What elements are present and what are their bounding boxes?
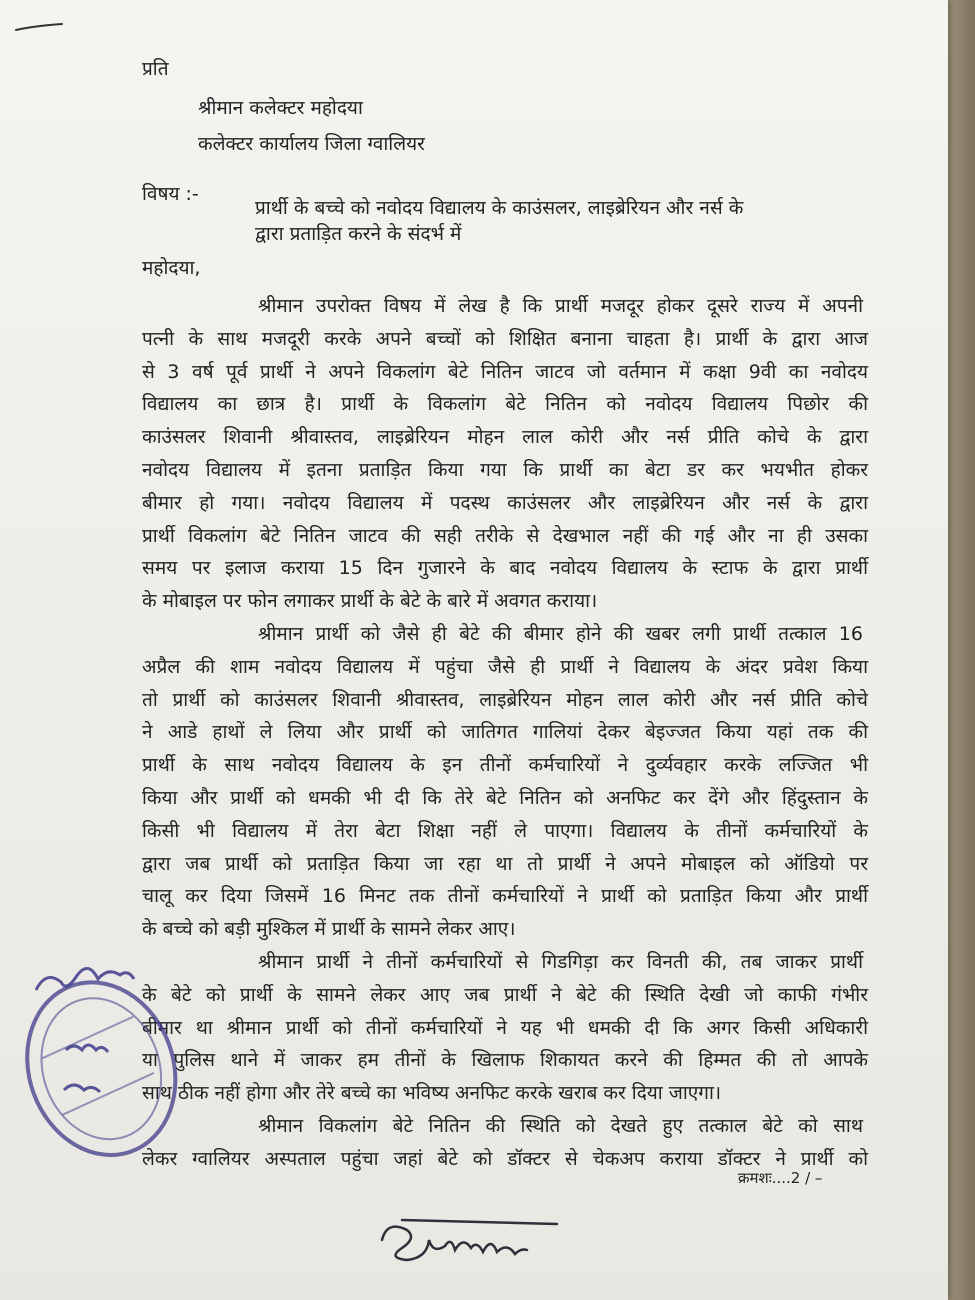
received-stamp: [6, 940, 186, 1180]
body-line: श्रीमान प्रार्थी ने तीनों कर्मचारियों से गिडगिड़ा कर विनती की, तब जाकर प्रार्थी: [258, 951, 863, 973]
body-line: के बेटे को प्रार्थी के सामने लेकर आए जब प्रार्थी ने बेटे की स्थिति देखी जो काफी गंभीर: [142, 983, 868, 1006]
body-line: समय पर इलाज कराया 15 दिन गुजारने के बाद नवोदय विद्यालय के स्टाफ के द्वारा प्रार्थी: [142, 557, 868, 580]
body-line: श्रीमान प्रार्थी को जैसे ही बेटे की बीमार होने की खबर लगी प्रार्थी तत्काल 16: [258, 623, 863, 645]
body-line: नवोदय विद्यालय में इतना प्रताड़ित किया गया कि प्रार्थी का बेटा डर कर भयभीत होकर: [142, 459, 868, 481]
page-continuation: क्रमशः....2 / –: [738, 1169, 823, 1187]
addressee-line-1: श्रीमान कलेक्टर महोदया: [198, 97, 363, 119]
body-line: विद्यालय का छात्र है। प्रार्थी के विकलांग बेटे नितिन को नवोदय विद्यालय पिछोर की: [142, 393, 868, 416]
body-line: किसी भी विद्यालय में तेरा बेटा शिक्षा नहीं ले पाएगा। विद्यालय के तीनों कर्मचारियों के: [142, 819, 868, 842]
body-line: बीमार हो गया। नवोदय विद्यालय में पदस्थ काउंसलर और लाइब्रेरियन और नर्स के द्वारा: [142, 491, 868, 514]
body-line: प्रार्थी विकलांग बेटे नितिन जाटव की सही तरीके से देखभाल नहीं की गई और ना ही उसका: [142, 524, 868, 547]
signature: [372, 1210, 572, 1270]
body-line: बीमार था श्रीमान प्रार्थी को तीनों कर्मचारियों ने यह भी धमकी दी कि अगर किसी अधिकारी: [142, 1016, 868, 1039]
subject-line-1: प्रार्थी के बच्चे को नवोदय विद्यालय के काउंसलर, लाइब्रेरियन और नर्स के: [255, 197, 744, 219]
to-label: प्रति: [142, 58, 169, 80]
salutation: महोदया,: [142, 257, 201, 279]
body-line: काउंसलर शिवानी श्रीवास्तव, लाइब्रेरियन मोहन लाल कोरी और नर्स प्रीति कोचे के द्वारा: [142, 426, 868, 449]
body-line: प्रार्थी के साथ नवोदय विद्यालय के इन तीनों कर्मचारियों ने दुर्व्यवहार करके लज्जित भी: [142, 754, 868, 777]
body-line: किया और प्रार्थी को धमकी भी दी कि तेरे बेटे नितिन को अनफिट कर देंगे और हिंदुस्तान के: [142, 787, 868, 809]
body-line: तो प्रार्थी को काउंसलर शिवानी श्रीवास्तव, लाइब्रेरियन मोहन लाल कोरी और नर्स प्रीति कोचे: [142, 688, 868, 711]
body-line: से 3 वर्ष पूर्व प्रार्थी ने अपने विकलांग बेटे नितिन जाटव जो वर्तमान में कक्षा 9वी का नवोदय: [142, 360, 868, 383]
addressee-line-2: कलेक्टर कार्यालय जिला ग्वालियर: [198, 133, 425, 155]
body-line: चालू कर दिया जिसमें 16 मिनट तक तीनों कर्मचारियों ने प्रार्थी को प्रताड़ित किया और प्रार्थी: [142, 885, 868, 908]
body-line: साथ ठीक नहीं होगा और तेरे बच्चे का भविष्य अनफिट करके खराब कर दिया जाएगा।: [142, 1082, 722, 1105]
body-line: पत्नी के साथ मजदूरी करके अपने बच्चों को शिक्षित बनाना चाहता है। प्रार्थी के द्वारा आज: [142, 327, 868, 350]
body-line: श्रीमान उपरोक्त विषय में लेख है कि प्रार्थी मजदूर होकर दूसरे राज्य में अपनी: [258, 295, 863, 317]
body-line: के बच्चे को बड़ी मुश्किल में प्रार्थी के सामने लेकर आए।: [142, 918, 516, 941]
subject-line-2: द्वारा प्रताड़ित करने के संदर्भ में: [255, 223, 462, 245]
body-line: श्रीमान विकलांग बेटे नितिन की स्थिति को देखते हुए तत्काल बेटे को साथ: [258, 1115, 863, 1137]
body-line: के मोबाइल पर फोन लगाकर प्रार्थी के बेटे के बारे में अवगत कराया।: [142, 590, 598, 613]
pen-mark: [14, 22, 64, 32]
body-line: लेकर ग्वालियर अस्पताल पहुंचा जहां बेटे को डॉक्टर से चेकअप कराया डॉक्टर ने प्रार्थी को: [142, 1147, 868, 1170]
body-line: अप्रैल की शाम नवोदय विद्यालय में पहुंचा जैसे ही प्रार्थी ने विद्यालय के अंदर प्रवेश किया: [142, 655, 868, 678]
subject-label: विषय :-: [142, 183, 199, 205]
body-line: ने आडे हाथों ले लिया और प्रार्थी को जातिगत गालियां देकर बेइज्जत किया यहां तक की: [142, 721, 868, 744]
body-line: या पुलिस थाने में जाकर हम तीनों के खिलाफ शिकायत करने की हिम्मत की तो आपके: [142, 1049, 868, 1072]
body-line: द्वारा जब प्रार्थी को प्रताड़ित किया जा रहा था तो प्रार्थी ने अपने मोबाइल को ऑडियो पर: [142, 852, 868, 875]
